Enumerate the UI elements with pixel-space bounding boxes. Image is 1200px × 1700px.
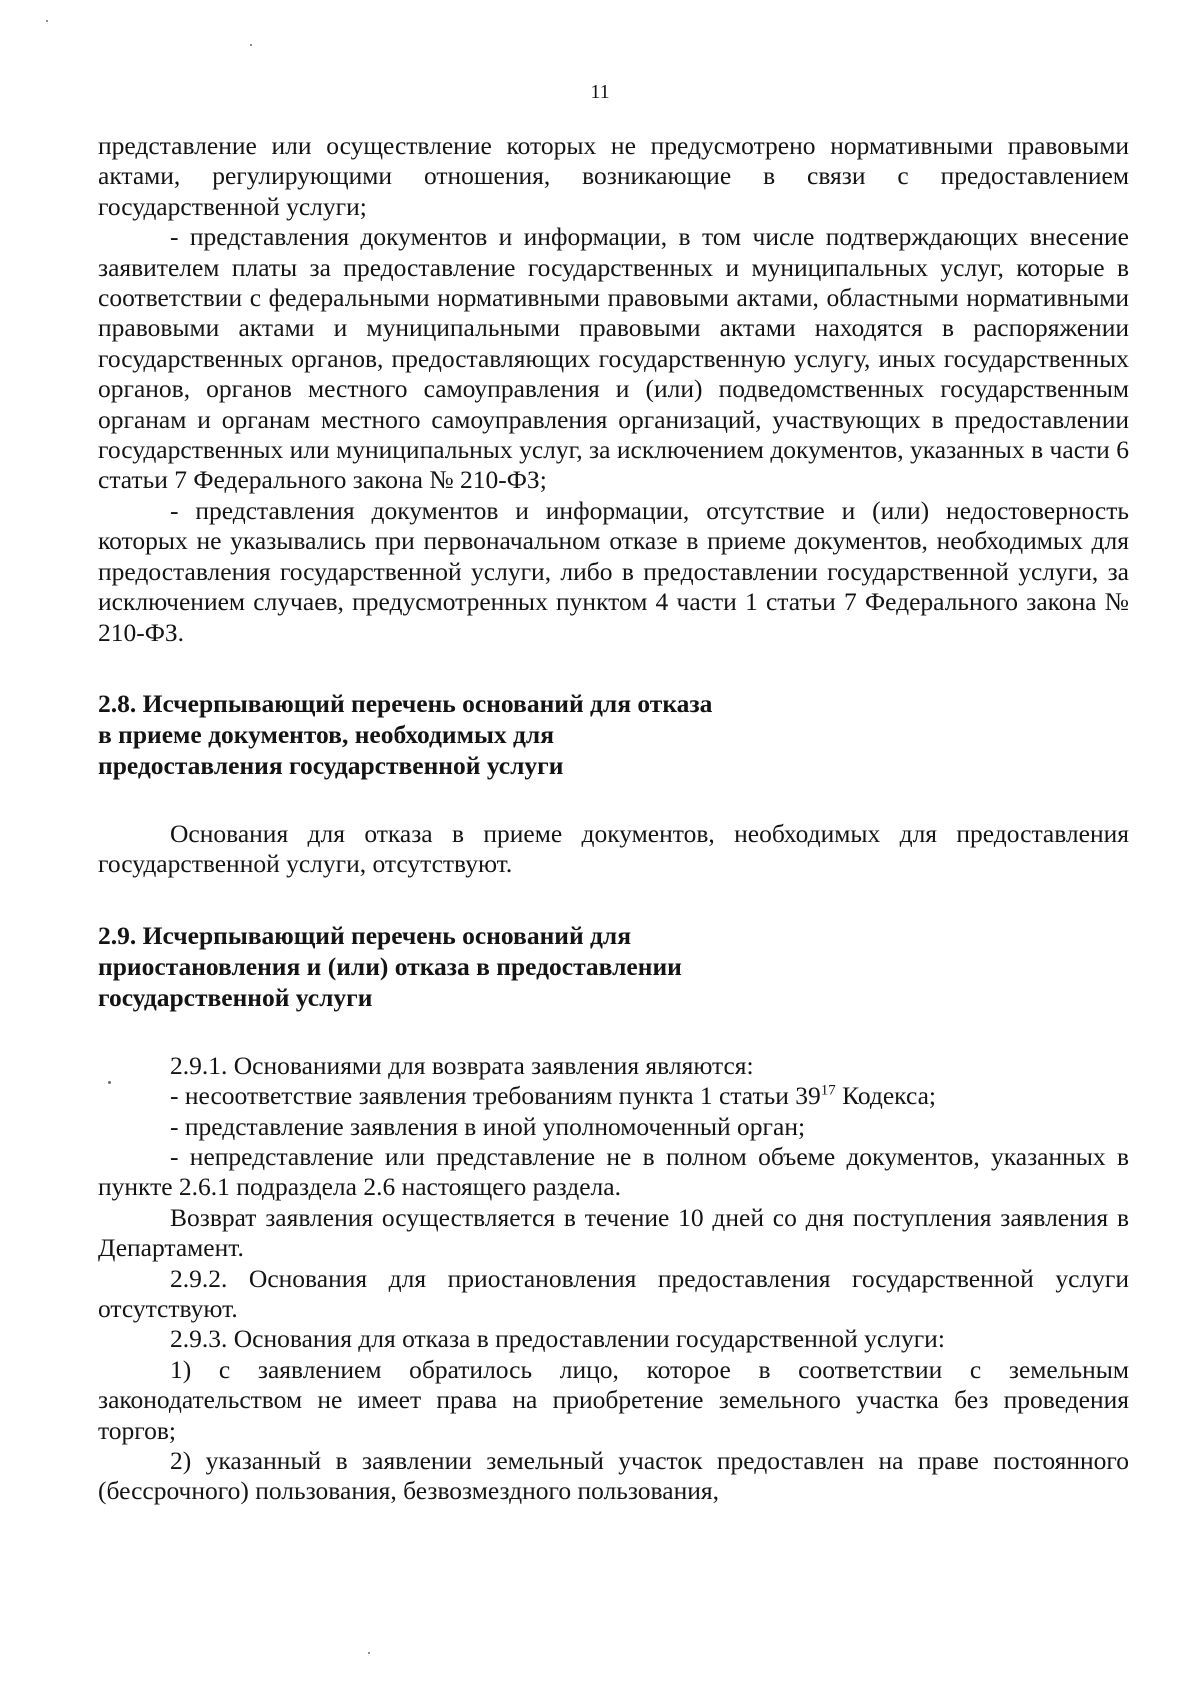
section-2-9-heading	[98, 920, 1129, 1013]
document-body	[98, 131, 1129, 1507]
scan-speck	[108, 1081, 111, 1084]
page-number: 11	[590, 81, 610, 103]
section-heading-line: в приеме документов, необходимых для	[98, 719, 555, 749]
return-reason-2: - представление заявления в иной уполномоченный орган;	[170, 1111, 806, 1141]
section-heading-line: приостановления и (или) отказа в предоставлении	[98, 951, 682, 981]
item-2-9-3: 2.9.3. Основания для отказа в предоставлении государственной услуги:	[170, 1324, 945, 1354]
return-reason-3: - непредставление или представление не в полном объеме документов, указанных в пункте 2.6.1 подраздела 2.6 настоящего раздела.	[98, 1141, 1129, 1202]
refusal-reason-2: 2) указанный в заявлении земельный участок предоставлен на праве постоянного (бессрочного) пользования, безвозмездного пользования,	[98, 1446, 1129, 1506]
return-reason-1	[98, 1081, 1129, 1111]
bullet-documents-fees: - представления документов и информации, в том числе подтверждающих внесение заявителем платы за предоставление государственных и муниципальных услуг, которые в соответствии с федеральными нормативными правовыми актами, областными нормативными правовыми актами и муниципальными правовыми актами находятся в распоряжении государственных органов, предоставляющих государственную услугу, иных государственных органов, органов местного самоуправления и (или) подведомственных государственным органам и органам местного самоуправления организаций, участвующих в предоставлении государственных или муниципальных услуг, за исключением документов, указанных в части 6 статьи 7 Федерального закона № 210-ФЗ;	[98, 222, 1129, 495]
section-heading-line: 2.8. Исчерпывающий перечень оснований для отказа	[98, 688, 713, 718]
bullet-documents-absence: - представления документов и информации, отсутствие и (или) недостоверность которых не указывались при первоначальном отказе в приеме документов, необходимых для предоставления государственной услуги, либо в предоставлении государственной услуги, за исключением случаев, предусмотренных пунктом 4 части 1 статьи 7 Федерального закона № 210-ФЗ.	[98, 495, 1129, 647]
section-2-8-paragraph: Основания для отказа в приеме документов, необходимых для предоставления государственной услуги, отсутствуют.	[98, 818, 1129, 879]
item-2-9-1: 2.9.1. Основаниями для возврата заявления являются:	[170, 1050, 754, 1080]
section-2-8-heading	[98, 688, 1129, 781]
continuation-paragraph: представление или осуществление которых не предусмотрено нормативными правовыми актами, регулирующими отношения, возникающие в связи с предоставлением государственной услуги;	[98, 131, 1129, 221]
return-reason-1-tail: Кодекса;	[835, 1081, 936, 1111]
scan-speck	[368, 1652, 370, 1654]
return-term-paragraph: Возврат заявления осуществляется в течение 10 дней со дня поступления заявления в Департамент.	[98, 1202, 1129, 1263]
article-superscript: 17	[820, 1082, 836, 1099]
section-heading-line: 2.9. Исчерпывающий перечень оснований для	[98, 920, 632, 950]
section-heading-line: государственной услуги	[98, 982, 373, 1012]
return-reason-1-text: - несоответствие заявления требованиям пункта 1 статьи 39	[170, 1081, 821, 1111]
scan-speck	[250, 44, 252, 46]
item-2-9-2: 2.9.2. Основания для приостановления предоставления государственной услуги отсутствуют.	[98, 1263, 1129, 1323]
section-heading-line: предоставления государственной услуги	[98, 750, 564, 780]
scan-speck	[46, 20, 48, 22]
refusal-reason-1: 1) с заявлением обратилось лицо, которое в соответствии с земельным законодательством не имеет права на приобретение земельного участка без проведения торгов;	[98, 1354, 1129, 1445]
